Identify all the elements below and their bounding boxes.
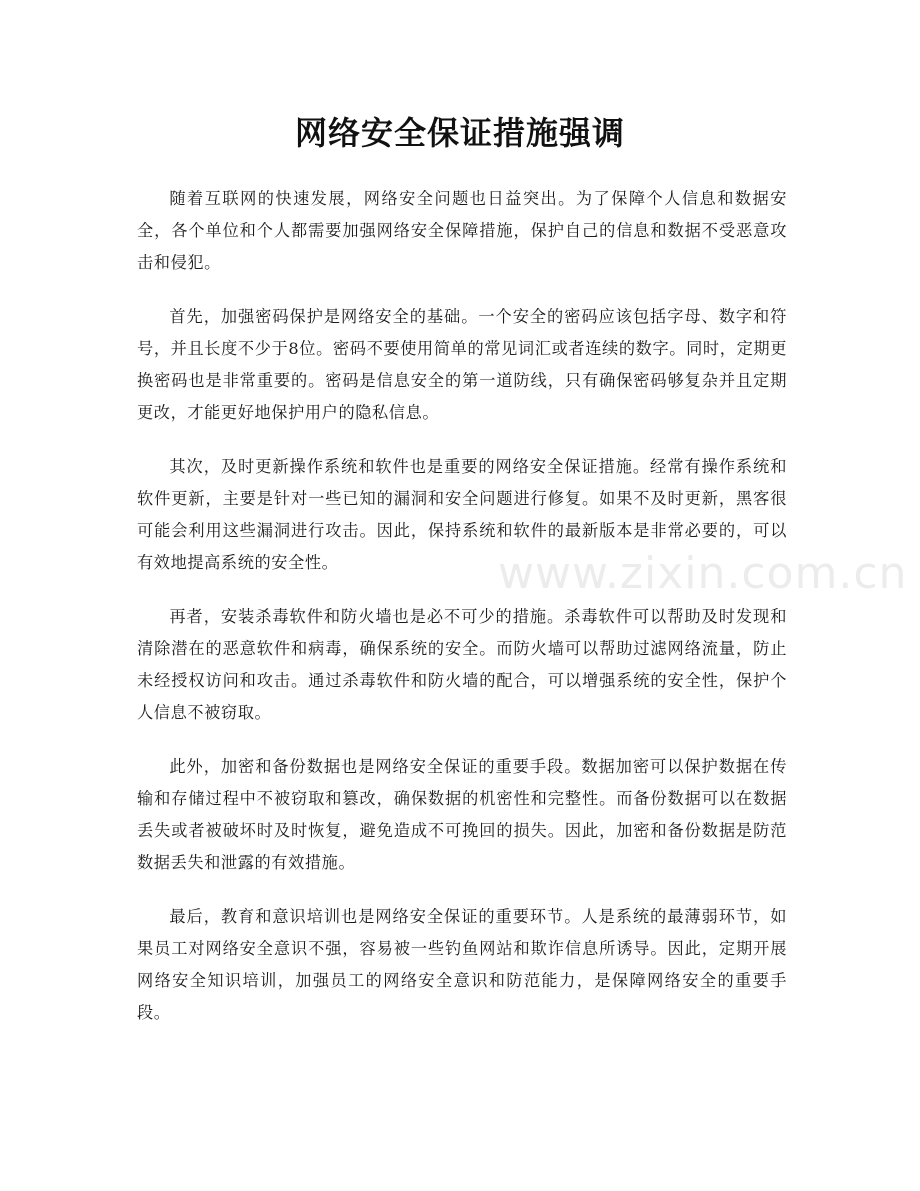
document-title: 网络安全保证措施强调 bbox=[294, 114, 625, 152]
paragraph-intro: 随着互联网的快速发展，网络安全问题也日益突出。为了保障个人信息和数据安全，各个单位和个人都需要加强网络安全保障措施，保护自己的信息和数据不受恶意攻击和侵犯。 bbox=[137, 189, 787, 272]
paragraph-updates: 其次，及时更新操作系统和软件也是重要的网络安全保证措施。经常有操作系统和软件更新，主要是针对一些已知的漏洞和安全问题进行修复。如果不及时更新，黑客很可能会利用这些漏洞进行攻击。因此，保持系统和软件的最新版本是非常必要的，可以有效地提高系统的安全性。 bbox=[137, 457, 787, 572]
document-body bbox=[137, 183, 787, 1051]
paragraph-password: 首先，加强密码保护是网络安全的基础。一个安全的密码应该包括字母、数字和符号，并且长度不少于8位。密码不要使用简单的常见词汇或者连续的数字。同时，定期更换密码也是非常重要的。密码是信息安全的第一道防线，只有确保密码够复杂并且定期更改，才能更好地保护用户的隐私信息。 bbox=[137, 307, 787, 422]
paragraph-encryption: 此外，加密和备份数据也是网络安全保证的重要手段。数据加密可以保护数据在传输和存储过程中不被窃取和篡改，确保数据的机密性和完整性。而备份数据可以在数据丢失或者被破坏时及时恢复，避免造成不可挽回的损失。因此，加密和备份数据是防范数据丢失和泄露的有效措施。 bbox=[137, 757, 787, 872]
watermark-text: www.zixin.com.cn bbox=[498, 548, 908, 599]
paragraph-antivirus: 再者，安装杀毒软件和防火墙也是必不可少的措施。杀毒软件可以帮助及时发现和清除潜在的恶意软件和病毒，确保系统的安全。而防火墙可以帮助过滤网络流量，防止未经授权访问和攻击。通过杀毒软件和防火墙的配合，可以增强系统的安全性，保护个人信息不被窃取。 bbox=[137, 607, 787, 722]
paragraph-training: 最后，教育和意识培训也是网络安全保证的重要环节。人是系统的最薄弱环节，如果员工对网络安全意识不强，容易被一些钓鱼网站和欺诈信息所诱导。因此，定期开展网络安全知识培训，加强员工的网络安全意识和防范能力，是保障网络安全的重要手段。 bbox=[137, 907, 787, 1022]
